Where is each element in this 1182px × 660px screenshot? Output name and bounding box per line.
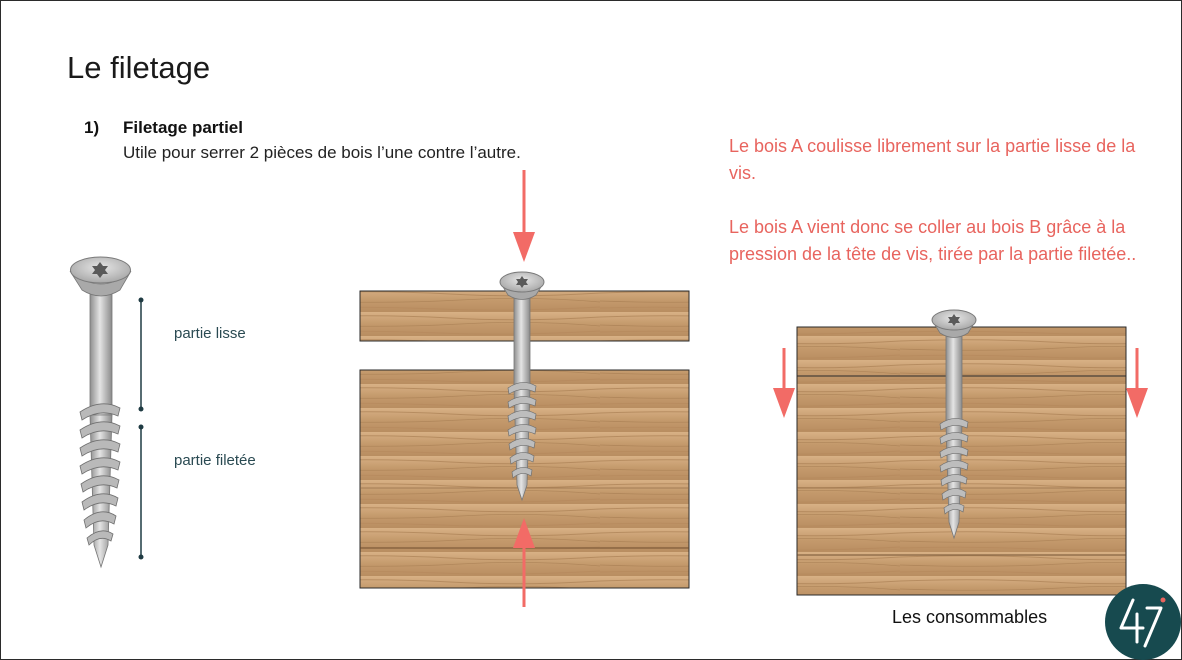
screw-standalone [70,257,131,567]
slide-title: Le filetage [67,50,211,85]
section-title: Filetage partiel [123,118,243,137]
arrow-down-left-side [773,348,795,418]
note-sliding: Le bois A coulisse librement sur la partie lisse de la vis. [729,136,1136,183]
brand-logo [1105,584,1181,660]
section-description: Utile pour serrer 2 pièces de bois l’une contre l’autre. [123,143,521,162]
section-number: 1) [84,118,100,137]
label-smooth-part: partie lisse [174,325,246,342]
arrow-down-middle [513,170,535,262]
dimension-threaded [139,425,144,560]
note-clamping: Le bois A vient donc se coller au bois B grâce à la pression de la tête de vis, tirée par la partie filetée.. [729,217,1137,264]
footer-label: Les consommables [892,607,1048,627]
label-threaded-part: partie filetée [174,452,256,469]
dimension-smooth [139,298,144,412]
arrow-down-right-side [1126,348,1148,418]
